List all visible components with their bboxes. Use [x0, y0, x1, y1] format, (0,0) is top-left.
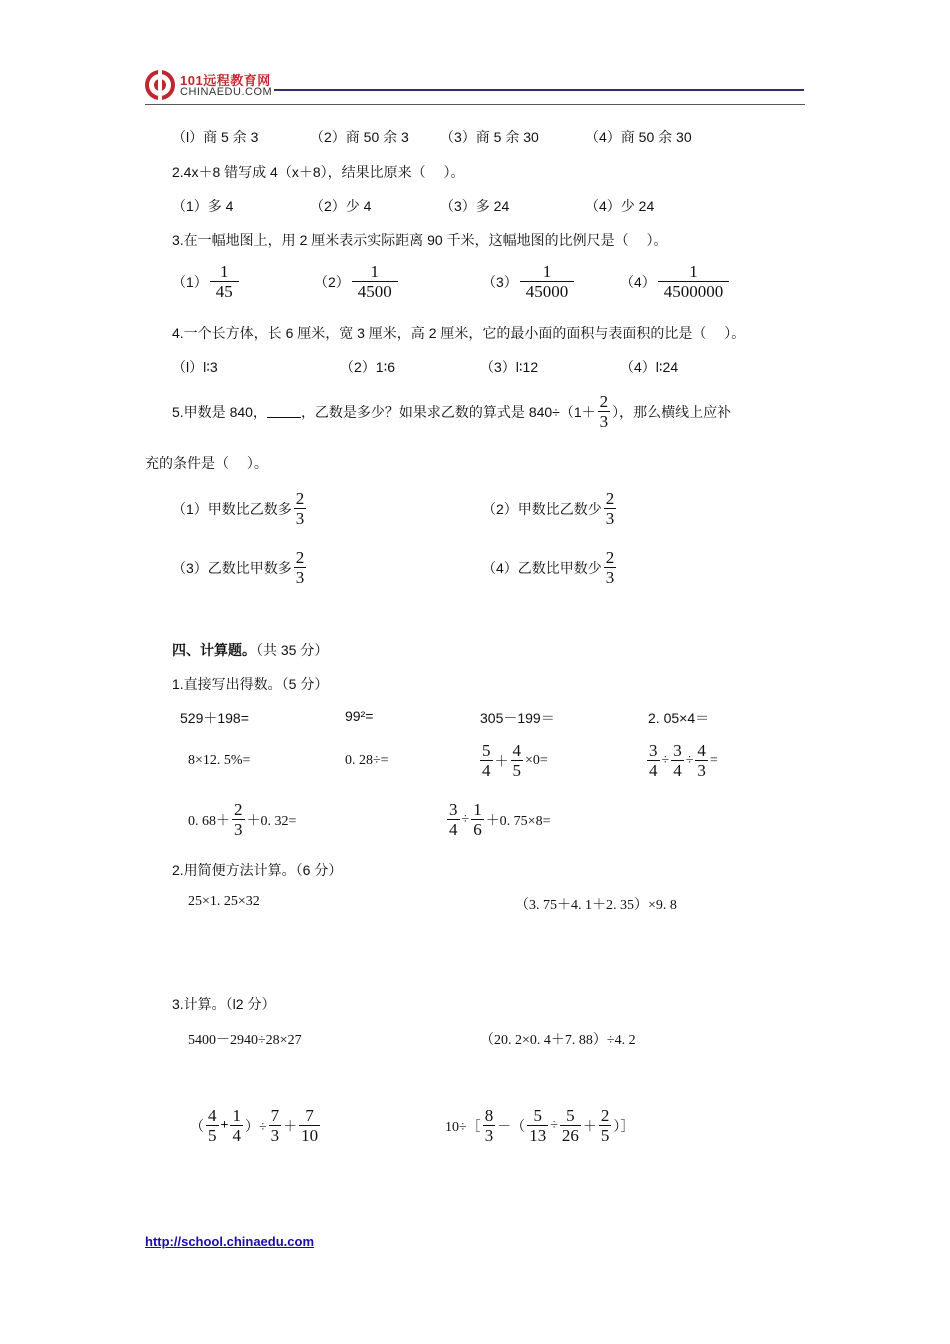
q3-stem: 3.在一幅地图上，用 2 厘米表示实际距离 90 千米，这幅地图的比例尺是（ ）。 [172, 232, 668, 248]
q5-option-1: （1）甲数比乙数多 $\frac{2}{3}$ [172, 489, 305, 528]
logo-subtext: CHINAEDU.COM [180, 86, 273, 98]
calc-item: 2. 05×4＝ [648, 710, 710, 726]
q1-option-2: （2）商 50 余 3 [310, 129, 409, 145]
q5-option-4: （4）乙数比甲数少 $\frac{2}{3}$ [482, 548, 615, 587]
fraction: $\frac{4}{5}$ [208, 1106, 217, 1145]
q3-option-2 [314, 262, 400, 301]
q2-stem: 2.4x＋8 错写成 4（x＋8），结果比原来（ ）。 [172, 164, 465, 180]
fraction: $\frac{5}{26}$ [561, 1106, 579, 1145]
q2-option-2: （2）少 4 [310, 198, 372, 214]
fraction: $\frac{4}{3}$ [697, 741, 706, 780]
fraction: $\frac{4}{5}$ [512, 741, 521, 780]
q3-option-label: （2） [314, 273, 350, 290]
fraction: $\frac{3}{4}$ [673, 741, 682, 780]
fraction: $\frac{5}{13}$ [529, 1106, 547, 1145]
q2-option-3: （3）多 24 [440, 198, 510, 214]
calc-item: 305－199＝ [480, 710, 555, 726]
calc-item: （ $\frac{4}{5}$ + $\frac{1}{4}$ ）÷ $\frac{7}{3}$ ＋ $\frac{7}{10}$ [190, 1106, 319, 1145]
subsection-1-title: 1.直接写出得数。（5 分） [172, 676, 329, 692]
q4-stem: 4.一个长方体，长 6 厘米，宽 3 厘米，高 2 厘米，它的最小面的面积与表面积的比是（ ）。 [172, 325, 746, 341]
section-title: 四、计算题。（共 35 分） [172, 642, 329, 658]
fraction: $\frac{1}{4500000}$ [658, 262, 730, 301]
q5-stem-part3: ），那么横线上应补 [612, 403, 732, 420]
fraction: $\frac{2}{3}$ [295, 548, 305, 587]
calc-item: $\frac{5}{4}$ ＋ $\frac{4}{5}$ ×0= [482, 741, 548, 780]
fraction: $\frac{2}{3}$ [234, 800, 243, 839]
logo-text: 101远程教育网 [180, 73, 271, 88]
fraction: $\frac{8}{3}$ [484, 1106, 494, 1145]
q3-option-label: （3） [482, 273, 518, 290]
subsection-2-title: 2.用简便方法计算。（6 分） [172, 862, 343, 878]
fraction: $\frac{2}{3}$ [599, 392, 609, 431]
q4-option-3: （3）l∶12 [480, 359, 539, 375]
fraction: $\frac{2}{3}$ [295, 489, 305, 528]
calc-item: 25×1. 25×32 [188, 894, 260, 909]
calc-item: 0. 28÷= [345, 753, 389, 768]
q3-option-label: （1） [172, 273, 208, 290]
fraction: $\frac{5}{4}$ [482, 741, 491, 780]
q1-option-1: （l）商 5 余 3 [172, 129, 259, 145]
fraction: $\frac{1}{45000}$ [520, 262, 575, 301]
calc-item: 5400－2940÷28×27 [188, 1033, 302, 1048]
logo-icon [145, 70, 175, 100]
calc-item: $\frac{3}{4}$ ÷ $\frac{3}{4}$ ÷ $\frac{4}{3}$ = [649, 741, 718, 780]
q3-option-3 [482, 262, 576, 301]
footer-link[interactable]: http://school.chinaedu.com [145, 1234, 315, 1249]
fraction: $\frac{2}{3}$ [605, 548, 615, 587]
header-accent-line [274, 89, 804, 91]
calc-item: 0. 68＋ $\frac{2}{3}$ ＋0. 32= [188, 800, 297, 839]
calc-item: 529＋198= [180, 710, 249, 726]
q5-stem-part2: ，乙数是多少？如果求乙数的算式是 840÷（1＋ [300, 403, 596, 420]
subsection-3-title: 3.计算。（l2 分） [172, 996, 276, 1012]
q5-stem [172, 392, 731, 431]
q1-option-3: （3）商 5 余 30 [440, 129, 539, 145]
fraction: $\frac{1}{4500}$ [352, 262, 398, 301]
fraction: $\frac{7}{10}$ [301, 1106, 319, 1145]
fraction: $\frac{3}{4}$ [649, 741, 658, 780]
calc-item: （3. 75＋4. 1＋2. 35）×9. 8 [515, 898, 677, 913]
header-divider [145, 104, 805, 105]
fraction: $\frac{1}{6}$ [473, 800, 482, 839]
fraction: $\frac{2}{3}$ [605, 489, 615, 528]
calc-item: （20. 2×0. 4＋7. 88）÷4. 2 [480, 1033, 636, 1048]
q5-stem-line2: 充的条件是（ ）。 [145, 455, 268, 471]
q3-option-1 [172, 262, 241, 301]
q3-option-4 [620, 262, 731, 301]
q4-option-2: （2）1∶6 [340, 359, 396, 375]
q5-stem-part1: 5.甲数是 840， [172, 403, 267, 420]
q5-option-3: （3）乙数比甲数多 $\frac{2}{3}$ [172, 548, 305, 587]
q2-option-4: （4）少 24 [585, 198, 655, 214]
q4-option-1: （l）l∶3 [172, 359, 218, 375]
fraction: $\frac{1}{4}$ [232, 1106, 241, 1145]
fraction: $\frac{1}{45}$ [210, 262, 239, 301]
calc-item: 10÷［ $\frac{8}{3}$ －（ $\frac{5}{13}$ ÷ $\frac{5}{26}$ ＋ $\frac{2}{5}$ ）］ [445, 1106, 635, 1145]
calc-item: 8×12. 5%= [188, 753, 251, 768]
q5-option-2: （2）甲数比乙数少 $\frac{2}{3}$ [482, 489, 615, 528]
q4-option-4: （4）l∶24 [620, 359, 679, 375]
fraction: $\frac{3}{4}$ [449, 800, 458, 839]
q2-option-1: （1）多 4 [172, 198, 234, 214]
fraction: $\frac{7}{3}$ [270, 1106, 280, 1145]
q1-option-4: （4）商 50 余 30 [585, 129, 692, 145]
calc-item: $\frac{3}{4}$ ÷ $\frac{1}{6}$ ＋0. 75×8= [449, 800, 551, 839]
answer-blank [267, 405, 301, 418]
fraction: $\frac{2}{5}$ [600, 1106, 610, 1145]
q3-option-label: （4） [620, 273, 656, 290]
calc-item: 99²= [345, 708, 374, 724]
